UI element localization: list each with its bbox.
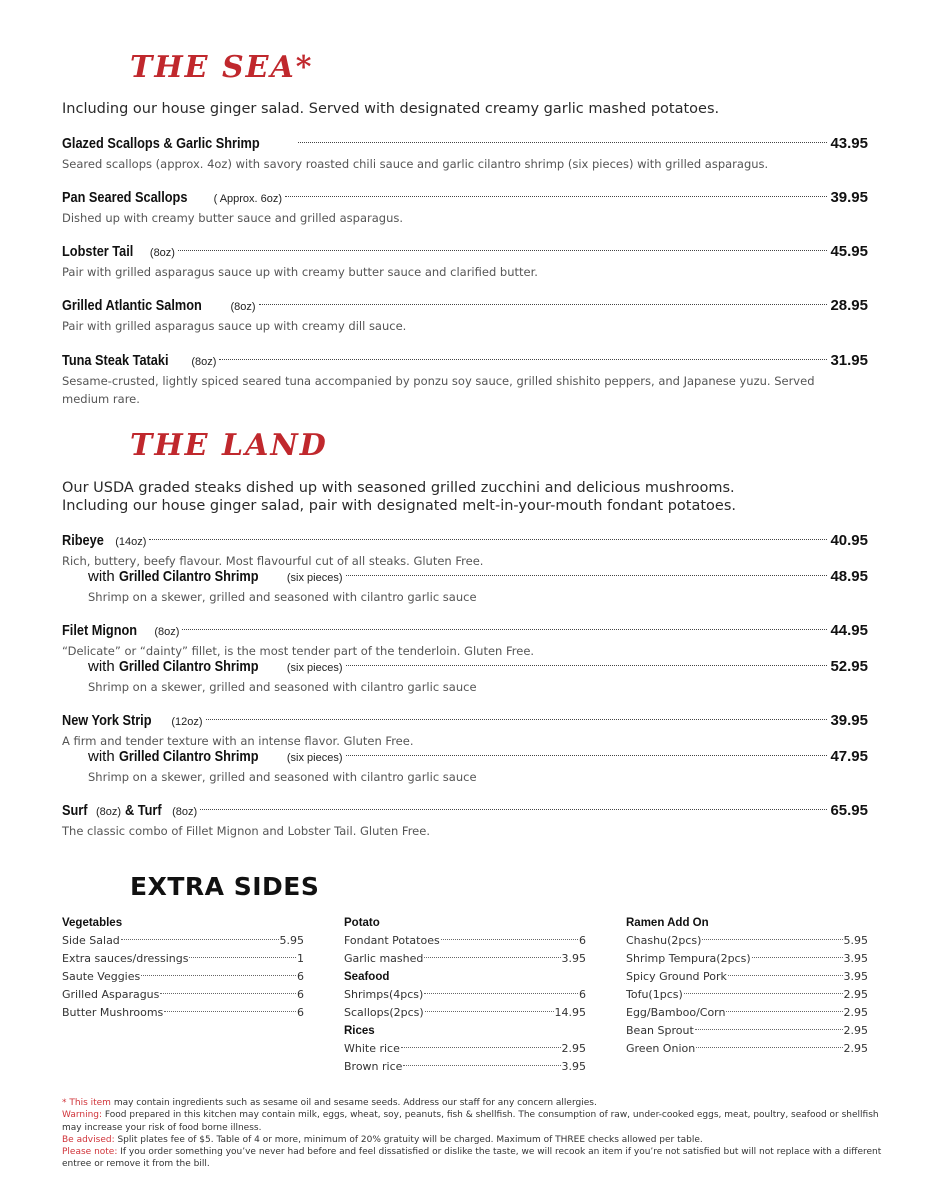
- leader-dots: [298, 142, 828, 143]
- allergy-note: [62, 1097, 892, 1109]
- item-description: A firm and tender texture with an intense flavor. Gluten Free.: [62, 734, 414, 748]
- leader-dots: [346, 665, 828, 666]
- side-name: Spicy Ground Pork: [626, 970, 727, 983]
- item-description: “Delicate” or “dainty” fillet, is the most tender part of the tenderloin. Gluten Free.: [62, 644, 535, 658]
- land-intro-line-1: Our USDA graded steaks dished up with seasoned grilled zucchini and delicious mushrooms.: [62, 480, 735, 496]
- addon-prefix: with: [88, 748, 115, 765]
- note-text: Split plates fee of $5. Table of 4 or more, minimum of 20% gratuity will be charged. Maximum of THREE checks allowed per table.: [114, 1134, 703, 1145]
- leader-dots: [696, 1047, 842, 1048]
- side-item: [344, 932, 586, 950]
- side-category-heading: Ramen Add On: [626, 917, 709, 929]
- addon-row: [88, 566, 868, 588]
- menu-item-row: [62, 620, 868, 642]
- side-item: [626, 1040, 868, 1058]
- side-item: [62, 932, 304, 950]
- item-size-second: (8oz): [172, 806, 198, 818]
- side-name: Shrimp Tempura(2pcs): [626, 952, 751, 965]
- addon-price: 52.95: [830, 658, 868, 675]
- side-name: Grilled Asparagus: [62, 988, 160, 1001]
- addon-size: (six pieces): [286, 752, 343, 764]
- item-price: 28.95: [830, 297, 868, 314]
- side-item: [344, 1004, 586, 1022]
- leader-dots: [684, 993, 843, 994]
- side-item: [344, 1058, 586, 1076]
- item-price: 43.95: [830, 135, 868, 152]
- side-item: [626, 968, 868, 986]
- item-name: Ribeye: [62, 532, 104, 549]
- note-text: may contain ingredients such as sesame oil and sesame seeds. Address our staff for any concern allergies.: [110, 1098, 597, 1108]
- warning-note: [62, 1109, 892, 1134]
- addon-description: Shrimp on a skewer, grilled and seasoned with cilantro garlic sauce: [88, 770, 477, 784]
- leader-dots: [695, 1029, 843, 1030]
- note-text: Food prepared in this kitchen may contain milk, eggs, wheat, soy, peanuts, fish & shellfish. The consumption of raw, under-cooked eggs, meat, poultry, seafood or shellfish may increase your risk of food borne illness.: [62, 1110, 879, 1133]
- footnotes: [62, 1097, 892, 1171]
- leader-dots: [728, 975, 843, 976]
- item-price: 45.95: [830, 243, 868, 260]
- item-name: Grilled Atlantic Salmon: [62, 297, 202, 314]
- leader-dots: [178, 250, 827, 251]
- side-item: [626, 1022, 868, 1040]
- item-size: (8oz): [149, 247, 175, 259]
- leader-dots: [346, 755, 828, 756]
- item-size: (8oz): [230, 301, 256, 313]
- side-price: 2.95: [561, 1042, 586, 1055]
- addon-name: Grilled Cilantro Shrimp: [118, 658, 259, 675]
- side-price: 6: [297, 988, 304, 1001]
- item-price: 44.95: [830, 622, 868, 639]
- item-description: Seared scallops (approx. 4oz) with savory roasted chili sauce and garlic cilantro shrimp (six pieces) with grilled asparagus.: [62, 157, 769, 171]
- side-name: Green Onion: [626, 1042, 696, 1055]
- side-item: [344, 986, 586, 1004]
- side-name: Shrimps(4pcs): [344, 988, 424, 1001]
- item-description: The classic combo of Fillet Mignon and Lobster Tail. Gluten Free.: [62, 824, 430, 838]
- side-item: [344, 950, 586, 968]
- addon-prefix: with: [88, 568, 115, 585]
- menu-item-row: [62, 530, 868, 552]
- side-price: 2.95: [843, 1042, 868, 1055]
- menu-item-row: [62, 187, 868, 209]
- menu-item-row: [62, 710, 868, 732]
- potato-seafood-rices-column: [344, 914, 586, 1076]
- side-name: Tofu(1pcs): [626, 988, 683, 1001]
- side-item: [626, 1004, 868, 1022]
- leader-dots: [346, 575, 828, 576]
- side-price: 1: [297, 952, 304, 965]
- addon-size: (six pieces): [286, 662, 343, 674]
- side-category-heading: Potato: [344, 917, 380, 929]
- side-price: 3.95: [843, 952, 868, 965]
- leader-dots: [425, 1011, 554, 1012]
- side-name: Bean Sprout: [626, 1024, 694, 1037]
- item-description: Rich, buttery, beefy flavour. Most flavourful cut of all steaks. Gluten Free.: [62, 554, 484, 568]
- note-label: Please note:: [62, 1147, 118, 1158]
- side-name: Saute Veggies: [62, 970, 141, 983]
- addon-size: (six pieces): [286, 572, 343, 584]
- side-price: 2.95: [843, 1006, 868, 1019]
- menu-item-row: [62, 241, 868, 263]
- side-price: 6: [579, 934, 586, 947]
- item-size: (12oz): [171, 716, 203, 728]
- side-price: 6: [297, 1006, 304, 1019]
- menu-item-row: [62, 800, 868, 822]
- item-name: Pan Seared Scallops: [62, 189, 188, 206]
- side-price: 3.95: [561, 952, 586, 965]
- side-price: 2.95: [843, 1024, 868, 1037]
- item-name: New York Strip: [62, 712, 152, 729]
- sea-section-title: THE SEA*: [130, 50, 314, 85]
- recook-note: [62, 1146, 892, 1171]
- item-price: 31.95: [830, 352, 868, 369]
- side-name: Fondant Potatoes: [344, 934, 440, 947]
- leader-dots: [702, 939, 842, 940]
- side-item: [62, 1004, 304, 1022]
- addon-name: Grilled Cilantro Shrimp: [118, 748, 259, 765]
- item-name: Tuna Steak Tataki: [62, 352, 169, 369]
- addon-description: Shrimp on a skewer, grilled and seasoned with cilantro garlic sauce: [88, 680, 477, 694]
- item-price: 65.95: [830, 802, 868, 819]
- item-description: Pair with grilled asparagus sauce up with creamy butter sauce and clarified butter.: [62, 265, 538, 279]
- leader-dots: [160, 993, 296, 994]
- side-price: 14.95: [554, 1006, 586, 1019]
- vegetables-column: [62, 914, 304, 1022]
- item-size: (8oz): [191, 356, 217, 368]
- item-price: 40.95: [830, 532, 868, 549]
- side-price: 5.95: [279, 934, 304, 947]
- sea-intro: Including our house ginger salad. Served with designated creamy garlic mashed potatoes.: [62, 101, 720, 117]
- addon-name: Grilled Cilantro Shrimp: [118, 568, 259, 585]
- leader-dots: [200, 809, 827, 810]
- land-intro-line-2: Including our house ginger salad, pair with designated melt-in-your-mouth fondant potatoes.: [62, 498, 737, 514]
- addon-row: [88, 656, 868, 678]
- addon-price: 48.95: [830, 568, 868, 585]
- addon-prefix: with: [88, 658, 115, 675]
- side-name: Side Salad: [62, 934, 120, 947]
- side-item: [62, 950, 304, 968]
- side-name: Chashu(2pcs): [626, 934, 702, 947]
- leader-dots: [424, 957, 560, 958]
- side-item: [62, 968, 304, 986]
- leader-dots: [424, 993, 578, 994]
- side-category-heading: Seafood: [344, 971, 390, 983]
- item-name: Lobster Tail: [62, 243, 134, 260]
- side-price: 5.95: [843, 934, 868, 947]
- leader-dots: [164, 1011, 296, 1012]
- side-category-heading: Rices: [344, 1025, 375, 1037]
- addon-row: [88, 746, 868, 768]
- side-name: Brown rice: [344, 1060, 403, 1073]
- leader-dots: [403, 1065, 560, 1066]
- extra-sides-title: EXTRA SIDES: [130, 872, 320, 901]
- addon-description: Shrimp on a skewer, grilled and seasoned with cilantro garlic sauce: [88, 590, 477, 604]
- addon-price: 47.95: [830, 748, 868, 765]
- item-price: 39.95: [830, 712, 868, 729]
- item-size: (8oz): [96, 806, 122, 818]
- item-name-second: & Turf: [125, 802, 162, 819]
- leader-dots: [259, 304, 828, 305]
- side-item: [344, 1040, 586, 1058]
- item-name: Surf: [62, 802, 88, 819]
- menu-item-row: [62, 295, 868, 317]
- side-item: [626, 986, 868, 1004]
- side-item: [62, 986, 304, 1004]
- item-name: Glazed Scallops & Garlic Shrimp: [62, 135, 260, 152]
- leader-dots: [189, 957, 296, 958]
- side-name: Butter Mushrooms: [62, 1006, 164, 1019]
- leader-dots: [752, 957, 843, 958]
- side-item: [626, 932, 868, 950]
- menu-item-row: [62, 133, 868, 155]
- side-item: [626, 950, 868, 968]
- item-size: ( Approx. 6oz): [213, 193, 283, 205]
- leader-dots: [149, 539, 827, 540]
- side-price: 3.95: [843, 970, 868, 983]
- item-name: Filet Mignon: [62, 622, 138, 639]
- note-label: Be advised:: [62, 1134, 115, 1145]
- side-name: Garlic mashed: [344, 952, 424, 965]
- leader-dots: [219, 359, 827, 360]
- note-label: Warning:: [62, 1110, 103, 1121]
- leader-dots: [285, 196, 827, 197]
- item-description: Dished up with creamy butter sauce and grilled asparagus.: [62, 211, 404, 225]
- advisory-note: [62, 1134, 892, 1146]
- menu-item-row: [62, 350, 868, 372]
- side-category-heading: Vegetables: [62, 917, 123, 929]
- side-price: 6: [297, 970, 304, 983]
- side-price: 3.95: [561, 1060, 586, 1073]
- item-size: (8oz): [154, 626, 180, 638]
- ramen-column: [626, 914, 868, 1058]
- item-description: Pair with grilled asparagus sauce up with creamy dill sauce.: [62, 319, 407, 333]
- note-text: If you order something you’ve never had before and feel dissatisfied or dislike the taste, we will recook an item if you’re not satisfied but will not replace with a different entree or remove it from the bill.: [62, 1147, 882, 1170]
- land-section-title: THE LAND: [130, 428, 328, 463]
- leader-dots: [121, 939, 279, 940]
- item-size: (14oz): [115, 536, 147, 548]
- side-name: Extra sauces/dressings: [62, 952, 189, 965]
- note-label: * This item: [62, 1098, 111, 1108]
- side-price: 2.95: [843, 988, 868, 1001]
- leader-dots: [206, 719, 828, 720]
- side-name: White rice: [344, 1042, 400, 1055]
- leader-dots: [401, 1047, 561, 1048]
- leader-dots: [182, 629, 827, 630]
- side-name: Scallops(2pcs): [344, 1006, 424, 1019]
- leader-dots: [141, 975, 296, 976]
- leader-dots: [726, 1011, 842, 1012]
- side-price: 6: [579, 988, 586, 1001]
- item-price: 39.95: [830, 189, 868, 206]
- item-description: Sesame-crusted, lightly spiced seared tuna accompanied by ponzu soy sauce, grilled shishito peppers, and Japanese yuzu. Served medium rare.: [62, 374, 815, 406]
- side-name: Egg/Bamboo/Corn: [626, 1006, 726, 1019]
- leader-dots: [441, 939, 578, 940]
